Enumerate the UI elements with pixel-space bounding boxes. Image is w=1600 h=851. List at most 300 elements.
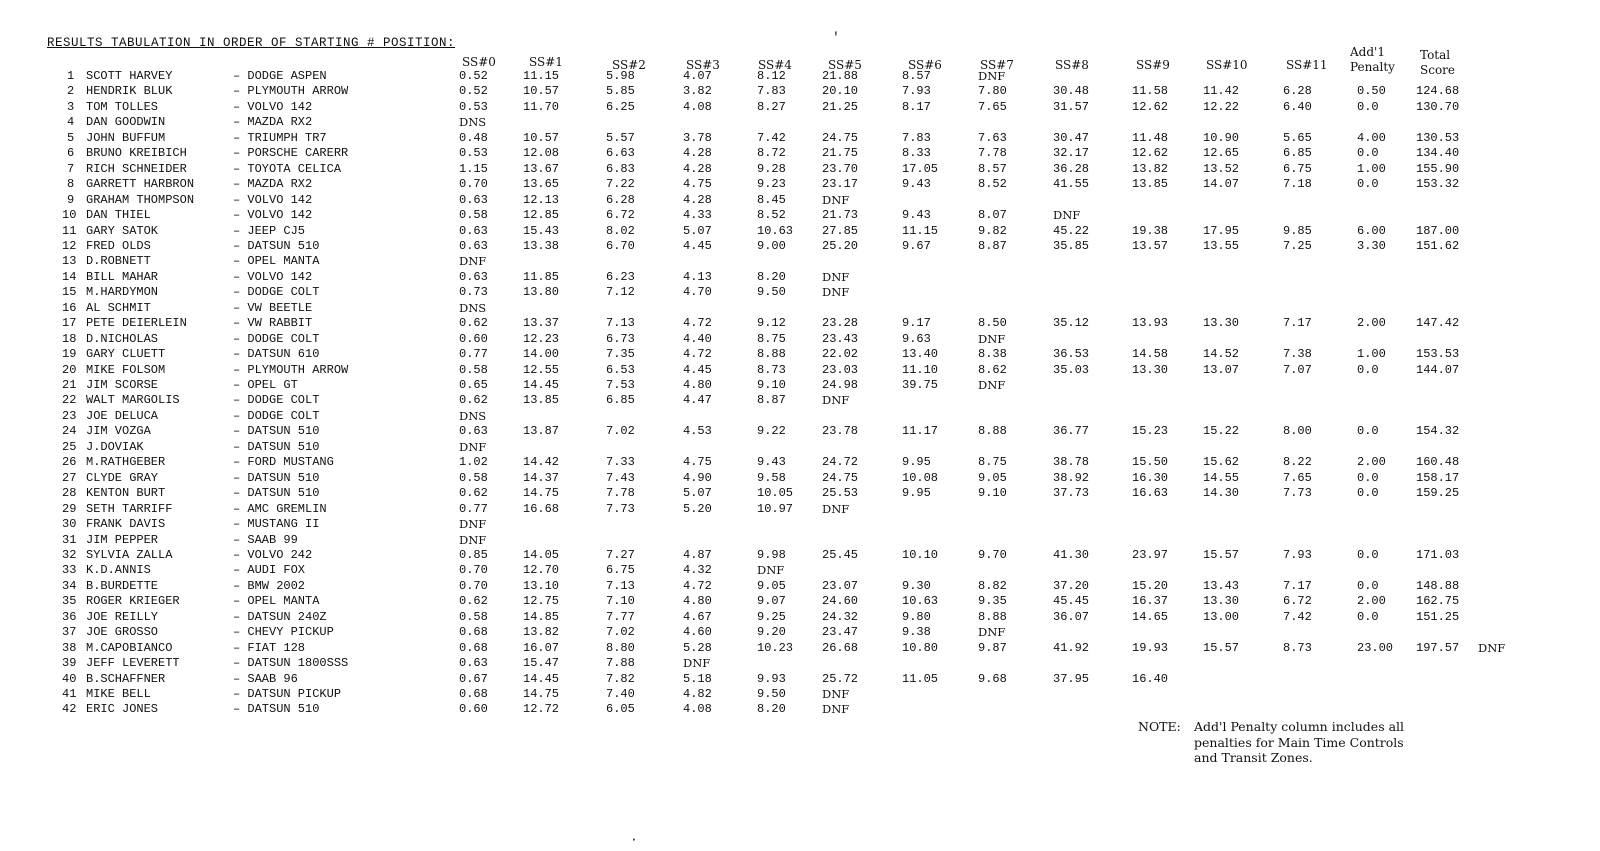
cell-total: 144.07: [1416, 362, 1460, 377]
cell-ss5: 24.98: [822, 378, 859, 392]
cell-ss5: 23.07: [822, 578, 859, 593]
cell-ss9: 13.30: [1132, 362, 1169, 377]
cell-ss8: 41.92: [1053, 640, 1090, 655]
cell-ss0: 0.58: [459, 362, 488, 377]
cell-car: – MAZDA RX2: [233, 177, 313, 192]
cell-ss3: 4.08: [683, 702, 712, 717]
cell-ss11: 6.28: [1283, 84, 1312, 99]
cell-ss1: 14.45: [523, 671, 560, 686]
table-row: [0, 656, 1600, 671]
cell-ss0: DNF: [459, 517, 487, 532]
cell-ss3: 4.13: [683, 269, 712, 284]
cell-ss6: 9.63: [902, 331, 931, 346]
cell-penalty: 23.00: [1357, 640, 1394, 655]
cell-car: – AUDI FOX: [233, 563, 306, 578]
cell-ss0: 0.53: [459, 99, 488, 114]
cell-total: 148.88: [1416, 578, 1460, 593]
cell-penalty: 1.00: [1357, 161, 1386, 176]
cell-ss9: 15.20: [1132, 578, 1169, 593]
cell-total: 124.68: [1416, 84, 1460, 99]
cell-ss2: 7.02: [606, 625, 635, 640]
penalty-note: [1138, 719, 1404, 766]
cell-car: – SAAB 99: [233, 532, 298, 547]
cell-ss2: 6.72: [606, 208, 635, 223]
cell-pos: 32: [62, 547, 77, 562]
cell-ss8: 38.92: [1053, 470, 1090, 485]
table-row: [0, 625, 1600, 640]
cell-ss7: 8.38: [978, 347, 1007, 362]
cell-ss5: 25.20: [822, 238, 859, 253]
cell-pos: 7: [67, 161, 75, 176]
cell-car: – DODGE ASPEN: [233, 69, 327, 83]
cell-driver: HENDRIK BLUK: [86, 84, 173, 99]
cell-pos: 23: [62, 408, 77, 423]
cell-driver: GARY SATOK: [86, 223, 159, 238]
cell-car: – DATSUN 510: [233, 470, 320, 485]
header-ss9: SS#9: [1136, 58, 1170, 72]
cell-driver: MIKE BELL: [86, 687, 151, 701]
cell-ss5: DNF: [822, 501, 850, 516]
cell-ss3: 4.75: [683, 177, 712, 192]
cell-ss5: 23.70: [822, 161, 859, 176]
cell-pos: 37: [62, 625, 77, 640]
cell-ss11: 8.73: [1283, 640, 1312, 655]
cell-total: 151.25: [1416, 609, 1460, 624]
cell-pos: 31: [62, 532, 77, 547]
note-line-3: and Transit Zones.: [1194, 750, 1313, 765]
cell-ss4: DNF: [757, 563, 785, 578]
cell-ss9: 15.50: [1132, 455, 1169, 470]
cell-pos: 28: [62, 486, 77, 501]
cell-ss6: 13.40: [902, 347, 939, 362]
cell-ss0: 0.70: [459, 177, 488, 192]
cell-penalty: 0.0: [1357, 486, 1379, 501]
cell-driver: WALT MARGOLIS: [86, 393, 180, 408]
cell-car: – DATSUN 240Z: [233, 609, 327, 624]
table-row: [0, 486, 1600, 501]
cell-car: – VOLVO 142: [233, 208, 313, 223]
cell-ss3: 5.07: [683, 223, 712, 238]
cell-driver: JOHN BUFFUM: [86, 130, 166, 145]
cell-ss3: 4.82: [683, 687, 712, 701]
table-row: [0, 347, 1600, 362]
table-row: [0, 502, 1600, 517]
cell-ss1: 10.57: [523, 84, 560, 99]
cell-ss1: 16.68: [523, 501, 560, 516]
cell-ss2: 7.40: [606, 687, 635, 701]
cell-ss7: 8.82: [978, 578, 1007, 593]
cell-pos: 27: [62, 470, 77, 485]
cell-ss3: 4.70: [683, 285, 712, 300]
cell-driver: DAN GOODWIN: [86, 115, 166, 130]
cell-ss5: DNF: [822, 687, 850, 701]
cell-pos: 20: [62, 362, 77, 377]
cell-total: 162.75: [1416, 594, 1460, 609]
table-row: [0, 146, 1600, 161]
cell-ss5: DNF: [822, 702, 850, 717]
cell-driver: BILL MAHAR: [86, 269, 159, 284]
cell-ss4: 8.88: [757, 347, 786, 362]
cell-ss2: 6.23: [606, 269, 635, 284]
cell-pos: 41: [62, 687, 77, 701]
cell-pos: 11: [62, 223, 77, 238]
cell-ss1: 15.43: [523, 223, 560, 238]
cell-ss7: 9.70: [978, 547, 1007, 562]
cell-ss5: DNF: [822, 393, 850, 408]
cell-ss6: 10.08: [902, 470, 939, 485]
table-row: [0, 285, 1600, 300]
cell-ss3: 4.80: [683, 378, 712, 392]
scan-mark: ·: [630, 832, 638, 847]
cell-ss2: 5.85: [606, 84, 635, 99]
table-row: [0, 687, 1600, 702]
cell-ss2: 7.27: [606, 547, 635, 562]
header-ss10: SS#10: [1206, 58, 1248, 72]
header-ss11: SS#11: [1286, 58, 1328, 72]
cell-ss3: 4.08: [683, 99, 712, 114]
cell-ss0: DNF: [459, 532, 487, 547]
cell-ss0: 0.60: [459, 702, 488, 717]
cell-ss1: 13.67: [523, 161, 560, 176]
cell-penalty: 0.0: [1357, 177, 1379, 192]
cell-ss5: 21.73: [822, 208, 859, 223]
cell-ss2: 7.73: [606, 501, 635, 516]
cell-ss0: 0.68: [459, 687, 488, 701]
cell-ss3: 4.32: [683, 563, 712, 578]
cell-ss5: 25.53: [822, 486, 859, 501]
cell-ss8: 32.17: [1053, 146, 1090, 161]
cell-ss8: 36.77: [1053, 424, 1090, 439]
cell-ss0: 0.70: [459, 578, 488, 593]
cell-ss7: 7.63: [978, 130, 1007, 145]
cell-ss4: 8.12: [757, 69, 786, 83]
cell-ss0: 0.52: [459, 69, 488, 83]
cell-pos: 30: [62, 517, 77, 532]
table-row: [0, 254, 1600, 269]
cell-driver: B.BURDETTE: [86, 578, 159, 593]
cell-car: – BMW 2002: [233, 578, 306, 593]
cell-ss10: 13.52: [1203, 161, 1240, 176]
cell-ss8: 45.45: [1053, 594, 1090, 609]
cell-ss8: DNF: [1053, 208, 1081, 223]
cell-driver: CLYDE GRAY: [86, 470, 159, 485]
cell-car: – PLYMOUTH ARROW: [233, 362, 349, 377]
cell-penalty: 0.0: [1357, 99, 1379, 114]
cell-ss0: 0.60: [459, 331, 488, 346]
cell-pos: 16: [62, 300, 77, 315]
cell-ss7: 9.82: [978, 223, 1007, 238]
cell-ss0: 0.58: [459, 208, 488, 223]
cell-ss1: 10.57: [523, 130, 560, 145]
cell-driver: SETH TARRIFF: [86, 501, 173, 516]
cell-ss4: 9.93: [757, 671, 786, 686]
cell-ss0: 0.63: [459, 424, 488, 439]
cell-ss9: 19.38: [1132, 223, 1169, 238]
cell-ss1: 13.80: [523, 285, 560, 300]
cell-ss0: 0.52: [459, 84, 488, 99]
cell-ss7: DNF: [978, 331, 1006, 346]
cell-ss9: 16.37: [1132, 594, 1169, 609]
cell-ss6: 9.67: [902, 238, 931, 253]
cell-ss9: 16.30: [1132, 470, 1169, 485]
cell-ss7: 9.35: [978, 594, 1007, 609]
cell-ss7: DNF: [978, 625, 1006, 640]
cell-ss8: 30.48: [1053, 84, 1090, 99]
cell-ss4: 9.50: [757, 687, 786, 701]
cell-total: 171.03: [1416, 547, 1460, 562]
cell-penalty: 6.00: [1357, 223, 1386, 238]
cell-pos: 5: [67, 130, 75, 145]
cell-ss3: DNF: [683, 656, 711, 671]
cell-car: – DODGE COLT: [233, 285, 320, 300]
cell-ss0: 0.63: [459, 238, 488, 253]
cell-ss10: 14.55: [1203, 470, 1240, 485]
cell-ss5: 24.32: [822, 609, 859, 624]
cell-ss1: 14.00: [523, 347, 560, 362]
cell-ss7: 9.05: [978, 470, 1007, 485]
cell-ss0: 0.62: [459, 393, 488, 408]
table-row: [0, 332, 1600, 347]
cell-ss0: 0.63: [459, 192, 488, 207]
cell-ss7: 7.78: [978, 146, 1007, 161]
cell-ss3: 4.28: [683, 161, 712, 176]
cell-ss4: 9.98: [757, 547, 786, 562]
cell-ss10: 14.30: [1203, 486, 1240, 501]
cell-ss2: 6.70: [606, 238, 635, 253]
cell-ss9: 13.85: [1132, 177, 1169, 192]
cell-ss9: 12.62: [1132, 146, 1169, 161]
cell-ss7: 8.75: [978, 455, 1007, 470]
cell-ss0: 0.48: [459, 130, 488, 145]
cell-car: – DATSUN 510: [233, 702, 320, 717]
cell-ss7: 9.10: [978, 486, 1007, 501]
cell-ss6: 9.80: [902, 609, 931, 624]
cell-status: DNF: [1478, 640, 1506, 655]
cell-pos: 19: [62, 347, 77, 362]
cell-ss8: 37.20: [1053, 578, 1090, 593]
cell-pos: 29: [62, 501, 77, 516]
cell-ss1: 12.85: [523, 208, 560, 223]
cell-ss2: 6.63: [606, 146, 635, 161]
cell-ss3: 4.40: [683, 331, 712, 346]
cell-ss8: 38.78: [1053, 455, 1090, 470]
cell-ss2: 7.02: [606, 424, 635, 439]
table-row: [0, 563, 1600, 578]
cell-ss4: 9.25: [757, 609, 786, 624]
cell-car: – VW BEETLE: [233, 300, 313, 315]
cell-penalty: 0.0: [1357, 578, 1379, 593]
cell-ss5: 23.43: [822, 331, 859, 346]
table-row: [0, 193, 1600, 208]
table-row: [0, 471, 1600, 486]
cell-ss5: DNF: [822, 192, 850, 207]
table-row: [0, 393, 1600, 408]
table-row: [0, 548, 1600, 563]
table-row: [0, 517, 1600, 532]
cell-ss1: 13.10: [523, 578, 560, 593]
cell-ss9: 13.82: [1132, 161, 1169, 176]
cell-ss5: 21.88: [822, 69, 859, 83]
cell-ss1: 12.55: [523, 362, 560, 377]
table-row: [0, 702, 1600, 717]
table-row: [0, 641, 1600, 656]
cell-ss4: 9.58: [757, 470, 786, 485]
cell-ss2: 5.98: [606, 69, 635, 83]
cell-penalty: 3.30: [1357, 238, 1386, 253]
cell-ss10: 13.30: [1203, 594, 1240, 609]
cell-ss1: 16.07: [523, 640, 560, 655]
cell-total: 154.32: [1416, 424, 1460, 439]
table-row: [0, 100, 1600, 115]
cell-ss0: DNS: [459, 408, 487, 423]
cell-ss0: DNS: [459, 115, 487, 130]
cell-ss3: 4.80: [683, 594, 712, 609]
cell-ss11: 6.85: [1283, 146, 1312, 161]
cell-ss11: 6.75: [1283, 161, 1312, 176]
cell-ss0: 0.77: [459, 501, 488, 516]
cell-car: – PLYMOUTH ARROW: [233, 84, 349, 99]
cell-ss6: 11.15: [902, 223, 939, 238]
cell-penalty: 0.0: [1357, 470, 1379, 485]
cell-ss2: 7.12: [606, 285, 635, 300]
cell-ss0: 0.85: [459, 547, 488, 562]
cell-ss0: 0.65: [459, 378, 488, 392]
cell-ss6: 10.80: [902, 640, 939, 655]
cell-car: – FIAT 128: [233, 640, 306, 655]
cell-ss4: 9.00: [757, 238, 786, 253]
cell-pos: 22: [62, 393, 77, 408]
cell-ss8: 36.28: [1053, 161, 1090, 176]
cell-pos: 13: [62, 254, 77, 269]
cell-driver: GARRETT HARBRON: [86, 177, 195, 192]
cell-driver: ROGER KRIEGER: [86, 594, 180, 609]
cell-pos: 33: [62, 563, 77, 578]
cell-ss6: 11.05: [902, 671, 939, 686]
cell-ss9: 19.93: [1132, 640, 1169, 655]
cell-ss8: 36.07: [1053, 609, 1090, 624]
cell-driver: K.D.ANNIS: [86, 563, 151, 578]
cell-penalty: 0.0: [1357, 362, 1379, 377]
cell-ss6: 39.75: [902, 378, 939, 392]
header-ss8: SS#8: [1055, 58, 1089, 72]
cell-ss10: 12.65: [1203, 146, 1240, 161]
cell-pos: 26: [62, 455, 77, 470]
cell-ss10: 14.52: [1203, 347, 1240, 362]
cell-total: 134.40: [1416, 146, 1460, 161]
cell-ss4: 9.07: [757, 594, 786, 609]
cell-ss2: 7.78: [606, 486, 635, 501]
cell-ss3: 5.20: [683, 501, 712, 516]
cell-total: 158.17: [1416, 470, 1460, 485]
cell-ss2: 7.82: [606, 671, 635, 686]
cell-ss6: 7.93: [902, 84, 931, 99]
cell-penalty: 1.00: [1357, 347, 1386, 362]
cell-pos: 39: [62, 656, 77, 671]
cell-ss8: 45.22: [1053, 223, 1090, 238]
cell-ss0: 0.73: [459, 285, 488, 300]
cell-ss11: 7.07: [1283, 362, 1312, 377]
cell-driver: J.DOVIAK: [86, 439, 144, 454]
cell-ss7: DNF: [978, 378, 1006, 392]
cell-driver: AL SCHMIT: [86, 300, 151, 315]
cell-driver: PETE DEIERLEIN: [86, 316, 187, 331]
cell-ss4: 7.42: [757, 130, 786, 145]
cell-ss6: 10.63: [902, 594, 939, 609]
cell-pos: 25: [62, 439, 77, 454]
cell-driver: FRANK DAVIS: [86, 517, 166, 532]
cell-driver: JIM PEPPER: [86, 532, 159, 547]
table-row: [0, 533, 1600, 548]
cell-car: – DODGE COLT: [233, 393, 320, 408]
cell-ss5: 23.78: [822, 424, 859, 439]
cell-pos: 34: [62, 578, 77, 593]
cell-ss1: 11.15: [523, 69, 560, 83]
cell-penalty: 0.50: [1357, 84, 1386, 99]
cell-ss4: 9.05: [757, 578, 786, 593]
table-row: [0, 424, 1600, 439]
cell-ss1: 13.87: [523, 424, 560, 439]
cell-ss2: 7.77: [606, 609, 635, 624]
cell-car: – DODGE COLT: [233, 408, 320, 423]
cell-ss4: 10.05: [757, 486, 794, 501]
cell-ss7: 8.87: [978, 238, 1007, 253]
cell-penalty: 0.0: [1357, 609, 1379, 624]
cell-ss2: 7.33: [606, 455, 635, 470]
header-ss2: SS#2: [612, 58, 646, 72]
cell-ss2: 7.88: [606, 656, 635, 671]
cell-ss6: 8.57: [902, 69, 931, 83]
cell-car: – DATSUN 510: [233, 486, 320, 501]
cell-ss0: 0.67: [459, 671, 488, 686]
cell-ss4: 8.20: [757, 702, 786, 717]
cell-total: 153.53: [1416, 347, 1460, 362]
table-row: [0, 208, 1600, 223]
cell-total: 151.62: [1416, 238, 1460, 253]
cell-ss2: 7.53: [606, 378, 635, 392]
cell-ss7: 8.50: [978, 316, 1007, 331]
table-row: [0, 301, 1600, 316]
cell-ss6: 8.17: [902, 99, 931, 114]
cell-ss2: 5.57: [606, 130, 635, 145]
cell-ss0: DNS: [459, 300, 487, 315]
cell-car: – SAAB 96: [233, 671, 298, 686]
cell-driver: JOE GROSSO: [86, 625, 159, 640]
cell-ss2: 7.10: [606, 594, 635, 609]
cell-ss0: 0.63: [459, 269, 488, 284]
cell-ss0: DNF: [459, 254, 487, 269]
cell-ss1: 13.37: [523, 316, 560, 331]
cell-ss11: 7.65: [1283, 470, 1312, 485]
cell-total: 155.90: [1416, 161, 1460, 176]
cell-car: – DATSUN 610: [233, 347, 320, 362]
cell-ss9: 14.58: [1132, 347, 1169, 362]
cell-ss0: 0.62: [459, 594, 488, 609]
cell-ss2: 6.73: [606, 331, 635, 346]
cell-pos: 2: [67, 84, 75, 99]
cell-ss10: 17.95: [1203, 223, 1240, 238]
cell-pos: 3: [67, 99, 75, 114]
cell-ss4: 8.52: [757, 208, 786, 223]
table-row: [0, 69, 1600, 84]
cell-ss1: 14.05: [523, 547, 560, 562]
cell-ss0: 0.58: [459, 609, 488, 624]
cell-ss1: 12.70: [523, 563, 560, 578]
table-row: [0, 162, 1600, 177]
cell-pos: 1: [67, 69, 75, 83]
cell-ss10: 15.22: [1203, 424, 1240, 439]
cell-ss5: 25.45: [822, 547, 859, 562]
cell-ss5: 25.72: [822, 671, 859, 686]
